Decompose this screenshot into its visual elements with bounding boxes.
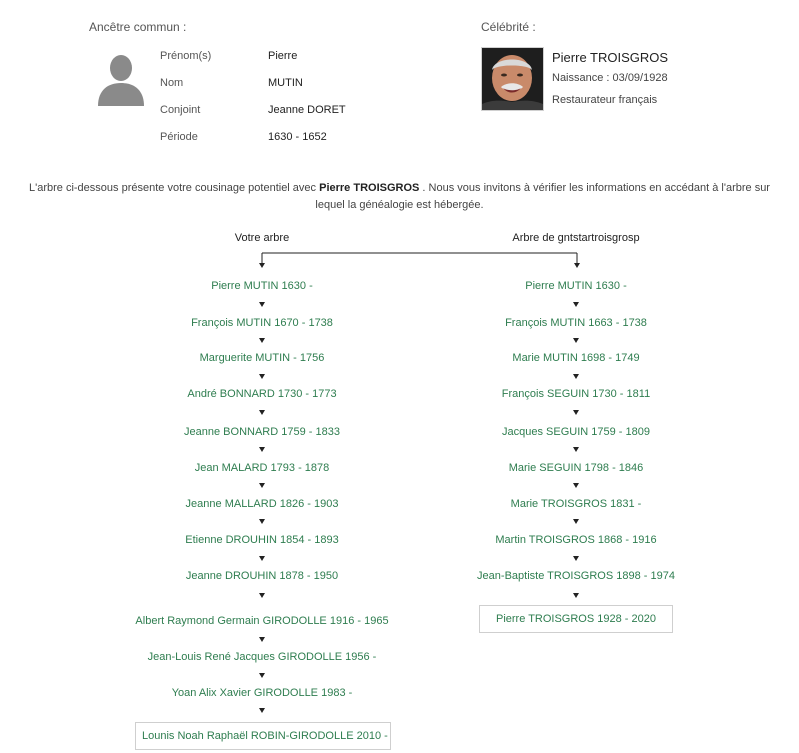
left-arrow-4 — [259, 447, 265, 452]
left-person-5[interactable] — [102, 462, 422, 474]
left-person-5-dates: 1793 - 1878 — [270, 462, 330, 474]
left-person-6[interactable] — [102, 498, 422, 510]
right-person-2-name[interactable]: Marie MUTIN — [512, 352, 578, 364]
right-person-5-dates: 1798 - 1846 — [584, 462, 644, 474]
left-person-12-dates: 2010 - — [356, 730, 388, 742]
left-person-7-dates: 1854 - 1893 — [280, 534, 339, 546]
right-person-9-dates: 1928 - 2020 — [597, 613, 656, 625]
right-person-0-dates: 1630 - — [595, 280, 627, 292]
left-arrow-5 — [259, 483, 265, 488]
left-person-4[interactable] — [102, 426, 422, 438]
right-arrow-8 — [573, 593, 579, 598]
right-arrow-2 — [573, 374, 579, 379]
left-person-6-name[interactable]: Jeanne MALLARD — [185, 498, 277, 510]
left-person-0[interactable] — [102, 280, 422, 292]
left-person-9[interactable] — [102, 615, 422, 627]
left-person-2-name[interactable]: Marguerite MUTIN — [199, 352, 291, 364]
left-person-12[interactable] — [135, 722, 391, 750]
left-arrow-8 — [259, 593, 265, 598]
right-person-9[interactable] — [479, 605, 673, 633]
ancestor-lastname-value: MUTIN — [268, 77, 303, 89]
celebrity-name: Pierre TROISGROS — [552, 50, 669, 65]
left-person-8-dates: 1878 - 1950 — [279, 570, 339, 582]
left-arrow-11 — [259, 708, 265, 713]
user-silhouette-icon — [96, 48, 146, 108]
right-person-1[interactable] — [416, 317, 736, 329]
left-person-7-name[interactable]: Etienne DROUHIN — [185, 534, 277, 546]
celebrity-photo — [481, 47, 544, 111]
left-person-10-dates: 1956 - — [345, 651, 377, 663]
left-person-12-name[interactable]: Lounis Noah Raphaël ROBIN-GIRODOLLE — [142, 730, 354, 742]
right-person-4[interactable] — [416, 426, 736, 438]
right-arrow-3 — [573, 410, 579, 415]
ancestor-firstname-value: Pierre — [268, 50, 298, 62]
left-arrow-2 — [259, 374, 265, 379]
right-arrow-5 — [573, 483, 579, 488]
right-person-7-dates: 1868 - 1916 — [597, 534, 657, 546]
left-person-4-dates: 1759 - 1833 — [281, 426, 340, 438]
left-person-11[interactable] — [102, 687, 422, 699]
left-person-2-dates: - 1756 — [293, 352, 325, 364]
intro-celebrity-name: Pierre TROISGROS — [319, 182, 420, 194]
right-person-4-name[interactable]: Jacques SEGUIN — [502, 426, 589, 438]
intro-text — [20, 180, 779, 214]
ancestor-spouse-label: Conjoint — [160, 104, 201, 116]
right-arrow-4 — [573, 447, 579, 452]
ancestor-period-label: Période — [160, 131, 198, 143]
celebrity-title: Célébrité : — [481, 20, 536, 34]
right-person-7[interactable] — [416, 534, 736, 546]
left-person-8[interactable] — [102, 570, 422, 582]
right-arrow-1 — [573, 338, 579, 343]
right-person-3-name[interactable]: François SEGUIN — [501, 388, 590, 400]
left-person-6-dates: 1826 - 1903 — [279, 498, 339, 510]
right-arrow-6 — [573, 519, 579, 524]
right-person-3-dates: 1730 - 1811 — [592, 388, 651, 400]
left-person-3-name[interactable]: André BONNARD — [187, 388, 275, 400]
left-person-5-name[interactable]: Jean MALARD — [194, 462, 268, 474]
left-person-8-name[interactable]: Jeanne DROUHIN — [185, 570, 277, 582]
right-person-5-name[interactable]: Marie SEGUIN — [508, 462, 582, 474]
intro-part1: L'arbre ci-dessous présente votre cousinage potentiel avec — [29, 182, 320, 194]
ancestor-lastname-label: Nom — [160, 77, 184, 89]
left-person-10-name[interactable]: Jean-Louis René Jacques GIRODOLLE — [147, 651, 343, 663]
left-person-1-name[interactable]: François MUTIN — [191, 317, 272, 329]
right-person-6-dates: 1831 - — [610, 498, 642, 510]
right-arrow-7 — [573, 556, 579, 561]
right-person-7-name[interactable]: Martin TROISGROS — [495, 534, 595, 546]
celebrity-birth: Naissance : 03/09/1928 — [552, 72, 668, 84]
left-person-0-dates: 1630 - — [281, 280, 313, 292]
right-person-6[interactable] — [416, 498, 736, 510]
right-person-2-dates: 1698 - 1749 — [580, 352, 640, 364]
left-person-3[interactable] — [102, 388, 422, 400]
ancestor-spouse-value: Jeanne DORET — [268, 104, 346, 116]
left-person-2[interactable] — [102, 352, 422, 364]
right-tree-header: Arbre de gntstartroisgrosp — [512, 232, 640, 244]
left-person-11-dates: 1983 - — [321, 687, 353, 699]
left-arrow-1 — [259, 338, 265, 343]
left-person-10[interactable] — [102, 651, 422, 663]
left-person-11-name[interactable]: Yoan Alix Xavier GIRODOLLE — [171, 687, 319, 699]
tree-connector — [255, 248, 585, 270]
left-arrow-6 — [259, 519, 265, 524]
left-arrow-10 — [259, 673, 265, 678]
right-person-8-dates: 1898 - 1974 — [616, 570, 675, 582]
left-arrow-7 — [259, 556, 265, 561]
right-person-5[interactable] — [416, 462, 736, 474]
left-tree-header: Votre arbre — [234, 232, 290, 244]
left-person-0-name[interactable]: Pierre MUTIN — [211, 280, 279, 292]
right-person-1-name[interactable]: François MUTIN — [505, 317, 586, 329]
right-person-1-dates: 1663 - 1738 — [588, 317, 647, 329]
right-person-2[interactable] — [416, 352, 736, 364]
right-person-0[interactable] — [416, 280, 736, 292]
left-person-7[interactable] — [102, 534, 422, 546]
right-person-6-name[interactable]: Marie TROISGROS — [510, 498, 608, 510]
left-person-1[interactable] — [102, 317, 422, 329]
ancestor-firstname-label: Prénom(s) — [160, 50, 212, 62]
right-person-8[interactable] — [416, 570, 736, 582]
left-arrow-9 — [259, 637, 265, 642]
left-person-1-dates: 1670 - 1738 — [274, 317, 333, 329]
right-person-0-name[interactable]: Pierre MUTIN — [525, 280, 593, 292]
left-person-9-name[interactable]: Albert Raymond Germain GIRODOLLE — [135, 615, 327, 627]
left-arrow-3 — [259, 410, 265, 415]
right-person-8-name[interactable]: Jean-Baptiste TROISGROS — [477, 570, 614, 582]
left-arrow-0 — [259, 302, 265, 307]
intro-part2: . Nous vous invitons à vérifier les informations en accédant à l'arbre sur lequel la généalogie est hébergée. — [315, 182, 770, 211]
ancestor-period-value: 1630 - 1652 — [268, 131, 327, 143]
left-person-9-dates: 1916 - 1965 — [329, 615, 389, 627]
right-person-4-dates: 1759 - 1809 — [591, 426, 650, 438]
ancestor-title: Ancêtre commun : — [89, 20, 187, 34]
right-person-3[interactable] — [416, 388, 736, 400]
left-person-3-dates: 1730 - 1773 — [277, 388, 337, 400]
right-person-9-name[interactable]: Pierre TROISGROS — [496, 613, 595, 625]
left-person-4-name[interactable]: Jeanne BONNARD — [184, 426, 279, 438]
right-arrow-0 — [573, 302, 579, 307]
celebrity-occupation: Restaurateur français — [552, 94, 658, 106]
